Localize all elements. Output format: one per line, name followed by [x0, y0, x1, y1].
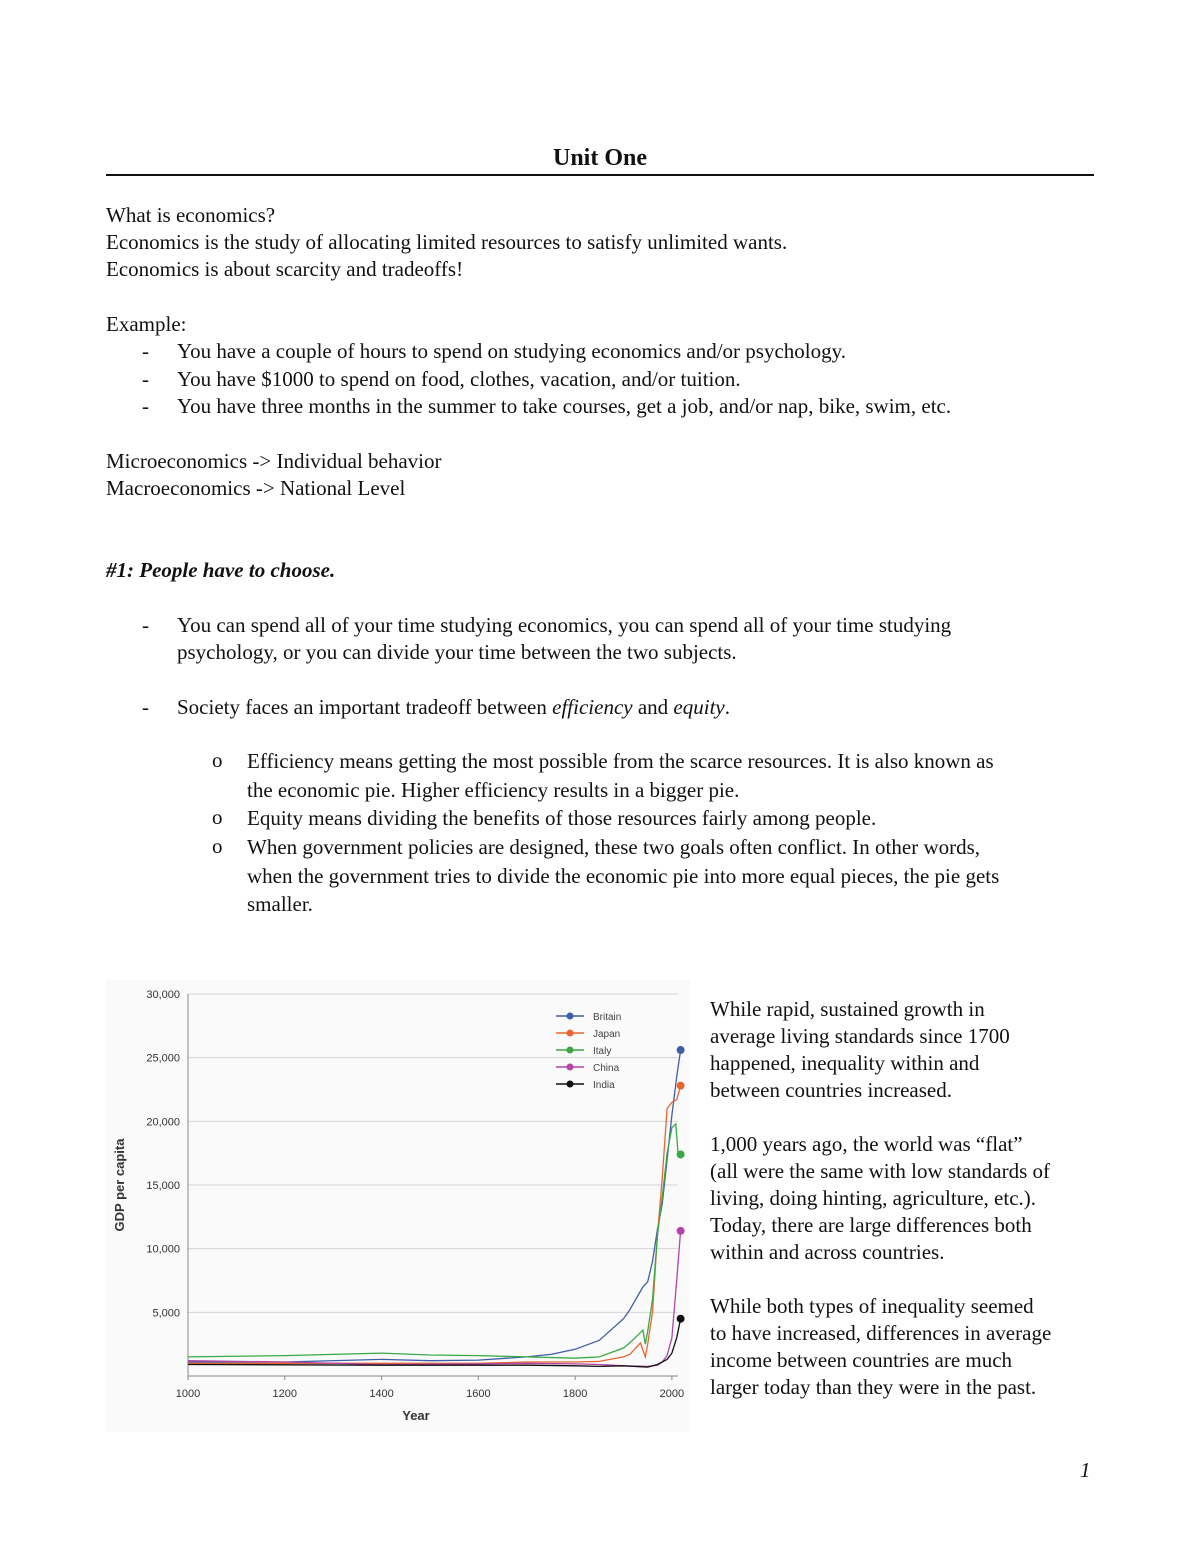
- bullet-marker: -: [142, 367, 149, 391]
- side-line: While both types of inequality seemed: [710, 1294, 1034, 1318]
- bullet-marker: -: [142, 613, 149, 637]
- x-tick-label: 1800: [562, 1388, 588, 1400]
- efficiency-line: the economic pie. Higher efficiency results in a bigger pie.: [247, 777, 740, 802]
- x-axis-title: Year: [402, 1408, 430, 1423]
- side-line: larger today than they were in the past.: [710, 1375, 1037, 1399]
- series-line-britain: [188, 1050, 681, 1362]
- principle-heading: #1: People have to choose.: [106, 558, 336, 582]
- side-line: 1,000 years ago, the world was “flat”: [710, 1132, 1023, 1156]
- series-endpoint-china: [677, 1227, 685, 1235]
- y-tick-label: 15,000: [146, 1180, 180, 1192]
- conflict-point: [247, 833, 999, 919]
- series-endpoint-japan: [677, 1082, 685, 1090]
- page-number: 1: [1080, 1458, 1091, 1482]
- series-endpoint-italy: [677, 1150, 685, 1158]
- conflict-line: When government policies are designed, these two goals often conflict. In other words,: [247, 835, 981, 859]
- side-line: within and across countries.: [710, 1240, 945, 1264]
- side-line: average living standards since 1700: [710, 1024, 1010, 1048]
- side-line: happened, inequality within and: [710, 1051, 980, 1075]
- y-tick-label: 30,000: [146, 989, 180, 1001]
- example-item: You have $1000 to spend on food, clothes, vacation, and/or tuition.: [177, 367, 741, 391]
- series-endpoint-india: [677, 1315, 685, 1323]
- conflict-line: when the government tries to divide the economic pie into more equal pieces, the pie gets: [247, 863, 1000, 888]
- intro-question: What is economics?: [106, 203, 276, 227]
- bullet-marker: -: [142, 695, 149, 719]
- legend-label-china: China: [593, 1063, 620, 1074]
- legend-label-italy: Italy: [593, 1046, 612, 1057]
- intro-summary: Economics is about scarcity and tradeoffs!: [106, 257, 464, 281]
- legend-marker-italy: [567, 1047, 574, 1054]
- equity-term: equity: [673, 695, 725, 719]
- legend-marker-britain: [567, 1013, 574, 1020]
- title-rule: [106, 174, 1094, 176]
- side-line: Today, there are large differences both: [710, 1213, 1032, 1237]
- side-spacer: [710, 1266, 1051, 1293]
- bullet-marker: -: [142, 394, 149, 418]
- legend-label-britain: Britain: [593, 1012, 622, 1023]
- legend-marker-india: [567, 1081, 574, 1088]
- conflict-line: smaller.: [247, 892, 313, 916]
- x-tick-label: 1000: [175, 1388, 201, 1400]
- x-tick-label: 1400: [369, 1388, 394, 1400]
- bullet-marker: -: [142, 339, 149, 363]
- side-spacer: [710, 1104, 1051, 1131]
- side-line: between countries increased.: [710, 1078, 952, 1102]
- series-endpoint-britain: [677, 1046, 685, 1054]
- choice-line: You can spend all of your time studying economics, you can spend all of your time studying: [177, 613, 952, 637]
- x-tick-label: 1600: [466, 1388, 491, 1400]
- legend-marker-japan: [567, 1030, 574, 1037]
- example-item: You have three months in the summer to take courses, get a job, and/or nap, bike, swim, etc.: [177, 394, 952, 418]
- sub-bullet-marker: o: [212, 805, 223, 829]
- series-line-japan: [188, 1086, 681, 1364]
- gdp-chart: [106, 980, 690, 1432]
- example-item: You have a couple of hours to spend on studying economics and/or psychology.: [177, 339, 846, 363]
- gdp-chart-svg: [106, 980, 690, 1432]
- efficiency-line: Efficiency means getting the most possible from the scarce resources. It is also known as: [247, 749, 994, 773]
- side-line: While rapid, sustained growth in: [710, 997, 985, 1021]
- tradeoff-suffix: .: [724, 695, 730, 719]
- tradeoff-line: [177, 694, 730, 722]
- page-title: Unit One: [552, 145, 647, 171]
- tradeoff-prefix: Society faces an important tradeoff between: [177, 695, 553, 719]
- y-tick-label: 25,000: [146, 1052, 180, 1065]
- micro-definition: Microeconomics -> Individual behavior: [106, 449, 442, 473]
- x-tick-label: 1200: [272, 1388, 298, 1400]
- side-line: living, doing hinting, agriculture, etc.).: [710, 1186, 1037, 1210]
- series-line-italy: [188, 1124, 681, 1358]
- efficiency-term: efficiency: [552, 695, 633, 719]
- side-line: income between countries are much: [710, 1348, 1013, 1372]
- example-label: Example:: [106, 312, 187, 336]
- y-tick-label: 5,000: [152, 1307, 180, 1320]
- choice-line: psychology, or you can divide your time between the two subjects.: [177, 640, 737, 664]
- series-line-china: [188, 1231, 681, 1367]
- y-tick-label: 20,000: [146, 1116, 180, 1129]
- legend-label-india: India: [593, 1080, 615, 1091]
- equity-line: Equity means dividing the benefits of those resources fairly among people.: [247, 806, 877, 830]
- legend-label-japan: Japan: [593, 1029, 621, 1040]
- y-axis-title: GDP per capita: [112, 1138, 127, 1232]
- legend-marker-china: [567, 1064, 574, 1071]
- x-tick-label: 2000: [659, 1388, 685, 1400]
- tradeoff-middle: and: [632, 695, 674, 719]
- intro-definition: Economics is the study of allocating limited resources to satisfy unlimited wants.: [106, 230, 788, 254]
- macro-definition: Macroeconomics -> National Level: [106, 476, 406, 500]
- efficiency-point: [247, 747, 994, 804]
- side-line: to have increased, differences in average: [710, 1321, 1052, 1345]
- y-tick-label: 10,000: [146, 1243, 180, 1256]
- side-commentary: [710, 996, 1051, 1401]
- equity-point: [247, 804, 876, 833]
- sub-bullet-marker: o: [212, 748, 223, 772]
- side-line: (all were the same with low standards of: [710, 1159, 1050, 1183]
- sub-bullet-marker: o: [212, 834, 223, 858]
